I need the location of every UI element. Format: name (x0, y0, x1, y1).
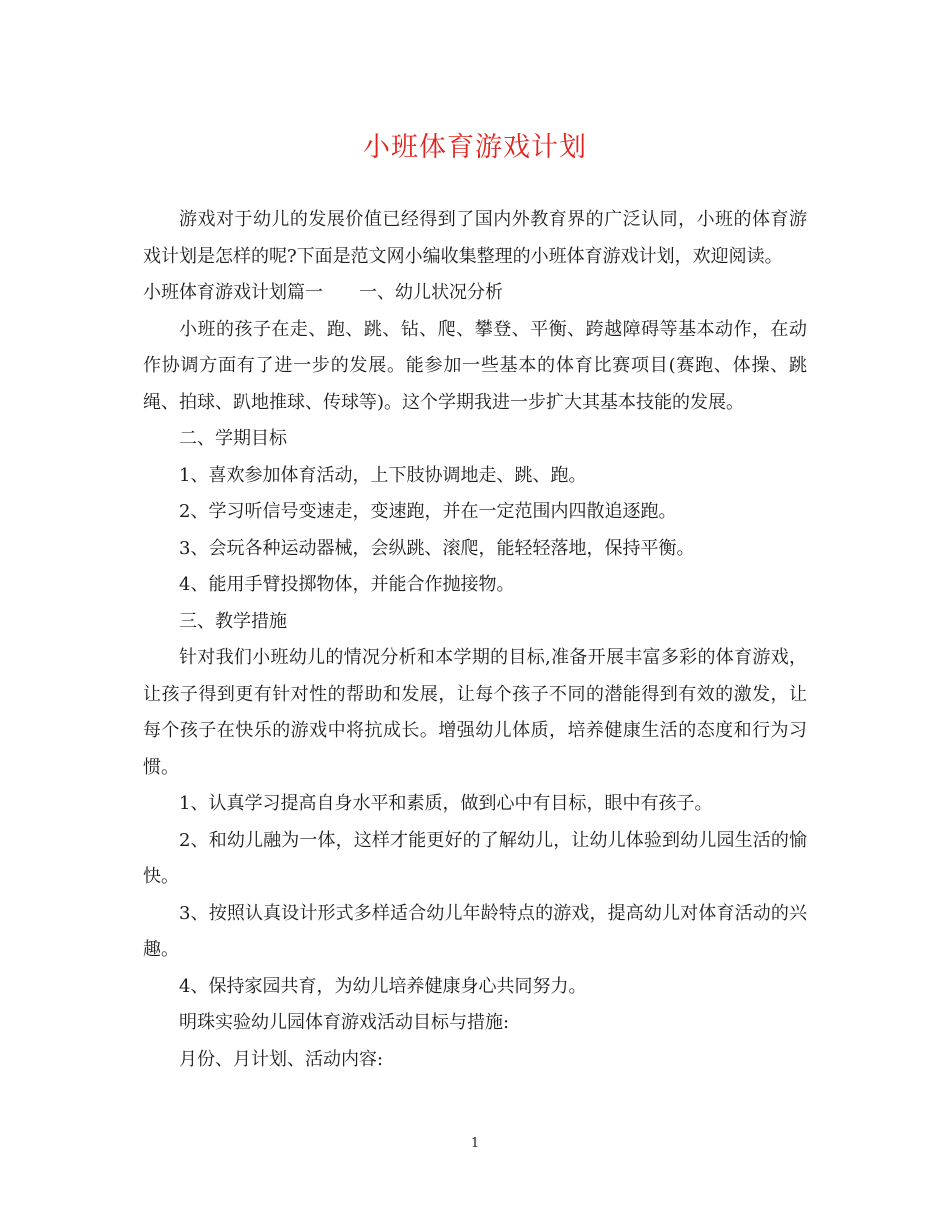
goal-item-4: 4、能用手臂投掷物体，并能合作抛接物。 (179, 574, 515, 595)
goal-item-1: 1、喜欢参加体育活动，上下肢协调地走、跳、跑。 (179, 464, 587, 486)
page-number: 1 (470, 1136, 480, 1151)
measures-paragraph: 针对我们小班幼儿的情况分析和本学期的目标,准备开展丰富多彩的体育游戏，让孩子得到更有针对性的帮助和发展，让每个孩子不同的潜能得到有效的激发，让每个孩子在快乐的游戏中将抗成长。增强幼儿体质，培养健康生活的态度和行为习惯。 (143, 647, 807, 778)
measure-item-4: 4、保持家园共育，为幼儿培养健康身心共同努力。 (179, 975, 587, 997)
section-heading-goals: 二、学期目标 (179, 428, 287, 449)
monthly-plan-heading: 月份、月计划、活动内容: (179, 1048, 384, 1070)
document-title: 小班体育游戏计划 (363, 132, 587, 163)
intro-paragraph: 游戏对于幼儿的发展价值已经得到了国内外教育界的广泛认同，小班的体育游戏计划是怎样的呢?下面是范文网小编收集整理的小班体育游戏计划，欢迎阅读。 (143, 209, 807, 267)
measure-item-1: 1、认真学习提高自身水平和素质，做到心中有目标，眼中有孩子。 (179, 793, 713, 814)
measure-item-3: 3、按照认真设计形式多样适合幼儿年龄特点的游戏，提高幼儿对体育活动的兴趣。 (143, 902, 807, 960)
document-body (143, 202, 807, 1078)
section-heading-measures: 三、教学措施 (179, 610, 287, 632)
goal-item-2: 2、学习听信号变速走，变速跑，并在一定范围内四散追逐跑。 (179, 501, 677, 522)
section-heading-line: 小班体育游戏计划篇一 一、幼儿状况分析 (143, 282, 503, 303)
measure-item-2: 2、和幼儿融为一体，这样才能更好的了解幼儿，让幼儿体验到幼儿园生活的愉快。 (143, 829, 807, 887)
kindergarten-heading: 明珠实验幼儿园体育游戏活动目标与措施: (179, 1012, 510, 1033)
goal-item-3: 3、会玩各种运动器械，会纵跳、滚爬，能轻轻落地，保持平衡。 (179, 537, 695, 559)
analysis-paragraph: 小班的孩子在走、跑、跳、钻、爬、攀登、平衡、跨越障碍等基本动作，在动作协调方面有了进一步的发展。能参加一些基本的体育比赛项目(赛跑、体操、跳绳、拍球、趴地推球、传球等)。这个学期我进一步扩大其基本技能的发展。 (143, 318, 807, 413)
